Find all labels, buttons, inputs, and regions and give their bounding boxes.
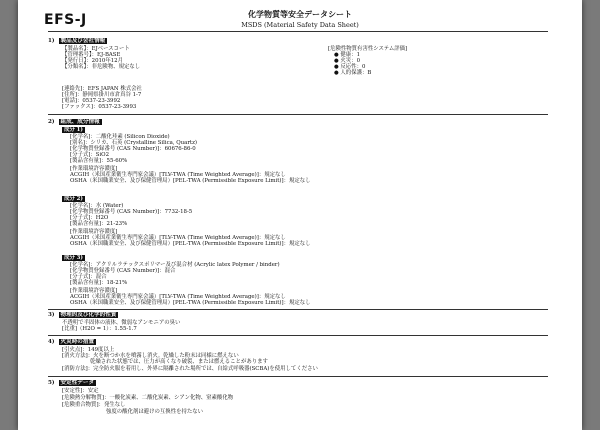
section-2-divider [48, 309, 548, 310]
header-divider [48, 31, 548, 32]
section-4-title: 火災時の措置 [60, 339, 95, 345]
component-2-label: 成分 2) [64, 196, 83, 202]
extinguish-note: 乾燥された状態では、圧力が高くなり破裂、または燃えることがあります [90, 359, 268, 365]
section-3-title: 物理的及び化学的性質 [60, 312, 117, 318]
component-2-formula: [分子式]：H2O [70, 215, 109, 221]
polymerization: [危険重合物質]：発生なし [62, 402, 126, 408]
component-1-osha: OSHA（米国職業安全、及び保健管理局）[PEL-TWA (Permissible Exposure Limit)]：規定なし [70, 178, 311, 184]
component-3-content: [製品含有量]：18-21% [70, 280, 128, 286]
component-1-chem-name: [化学名]：二酸化珪素 (Silicon Dioxide) [70, 134, 170, 140]
product-name: 【製品名】：EJベースコート [62, 46, 130, 52]
hazard-reactivity: ● 反応性：0 [334, 64, 366, 70]
component-3-formula: [分子式]：混合 [70, 274, 107, 280]
section-4-divider [48, 376, 548, 377]
document-title: 化学物質等安全データシート [248, 9, 352, 19]
hazard-ppe: ● 人的保護：B [334, 70, 372, 76]
section-3-divider [48, 335, 548, 336]
section-2-heading [48, 119, 102, 125]
component-1-label: 成分 1) [64, 127, 83, 133]
component-3-chem-name: [化学名]：アクリルラテックスポリマー及び混合材 (Acrylic latex Polymer / binder) [70, 262, 280, 268]
fax: [ファックス]：0537-23-3993 [62, 104, 137, 110]
appearance: 不透明で半固体の液体、微弱なアンモニアの臭い [62, 320, 181, 326]
hazard-rating-title: [危険性物質有害性システム評価] [328, 46, 408, 52]
section-2-number: 2) [48, 119, 55, 125]
section-4-heading [48, 339, 96, 345]
stability: [安定性]：安定 [62, 388, 99, 394]
component-2-chem-name: [化学名]：水 (Water) [70, 203, 124, 209]
component-1-alias: [別名]：シリカ、石英 (Crystalline Silica, Quartz) [70, 140, 198, 146]
component-1-content: [製品含有量]：55-60% [70, 158, 128, 164]
section-1-heading [48, 38, 107, 44]
section-2-title: 組成、成分情報 [60, 119, 100, 125]
specific-gravity: [比重]（H2O = 1）：1.55-1.7 [62, 326, 137, 332]
component-1-exposure: [作業環境許容濃度] [70, 166, 118, 172]
section-3-heading [48, 312, 118, 318]
section-5-heading [48, 380, 96, 386]
classification: 【分類名】：非危険物、規定なし [62, 64, 141, 70]
hazard-health: ● 健康：1 [334, 52, 361, 58]
component-2-osha: OSHA（米国職業安全、及び保健管理局）[PEL-TWA (Permissible Exposure Limit)]：規定なし [70, 241, 311, 247]
component-2-acgih: ACGIH（米国産業衛生専門家会議）[TLV-TWA (Time Weighted Average)]：規定なし [70, 235, 286, 241]
component-2-exposure: [作業環境許容濃度] [70, 229, 118, 235]
section-4-number: 4) [48, 339, 55, 345]
component-1-cas: [化学物質登録番号 (CAS Number)]：60676-86-0 [70, 146, 196, 152]
firefighting-method: [消防方法]：完全防火服を着用し、外界に隔離された場所では、自給式呼吸器(SCBA)を使用してください [62, 366, 318, 372]
component-3-osha: OSHA（米国職業安全、及び保健管理局）[PEL-TWA (Permissible Exposure Limit)]：規定なし [70, 300, 311, 306]
component-3-label: 成分 3) [64, 255, 83, 261]
address: [住所]：静岡県掛川市倉真谷 1-7 [62, 92, 142, 98]
document-subtitle: MSDS (Material Safety Data Sheet) [241, 21, 359, 29]
control-number: 【管理番号】：EJ-BASE [62, 52, 121, 58]
section-1-number: 1) [48, 38, 55, 44]
hazard-fire: ● 火災：0 [334, 58, 361, 64]
section-5-number: 5) [48, 380, 55, 386]
phone: [電話]：0537-23-3992 [62, 98, 121, 104]
component-3-exposure: [作業環境許容濃度] [70, 288, 118, 294]
section-5-title: 安定性データ [60, 380, 95, 386]
component-3-cas: [化学物質登録番号 (CAS Number)]：混合 [70, 268, 176, 274]
section-1-divider [48, 114, 548, 115]
company-logo: EFS-J [44, 12, 87, 28]
extinguish-method: [消火方法]：火を断つか水を噴霧し消火。乾燥した粉末は同様に燃えない [62, 353, 239, 359]
component-2-content: [製品含有量]：21-23% [70, 221, 128, 227]
component-1-formula: [分子式]：SiO2 [70, 152, 110, 158]
component-1-acgih: ACGIH（米国産業衛生専門家会議）[TLV-TWA (Time Weighted Average)]：規定なし [70, 172, 286, 178]
flash-point: [引火点]：149度以上 [62, 347, 115, 353]
document-page [18, 0, 582, 430]
section-3-number: 3) [48, 312, 55, 318]
incompatibility-note: 強度の酸化剤は避けの互換性を持たない [106, 409, 204, 415]
component-3-acgih: ACGIH（米国産業衛生専門家会議）[TLV-TWA (Time Weighted Average)]：規定なし [70, 294, 286, 300]
issue-date: 【発行日】：2010年12月 [62, 58, 124, 64]
contact: [連絡先]：EFS JAPAN 株式会社 [62, 86, 142, 92]
component-2-cas: [化学物質登録番号 (CAS Number)]：7732-18-5 [70, 209, 193, 215]
section-1-title: 製品及び会社情報 [60, 38, 106, 44]
decomposition-products: [危険熱分解物質]：一酸化炭素、二酸化炭素、シアン化物、窒素酸化物 [62, 395, 234, 401]
